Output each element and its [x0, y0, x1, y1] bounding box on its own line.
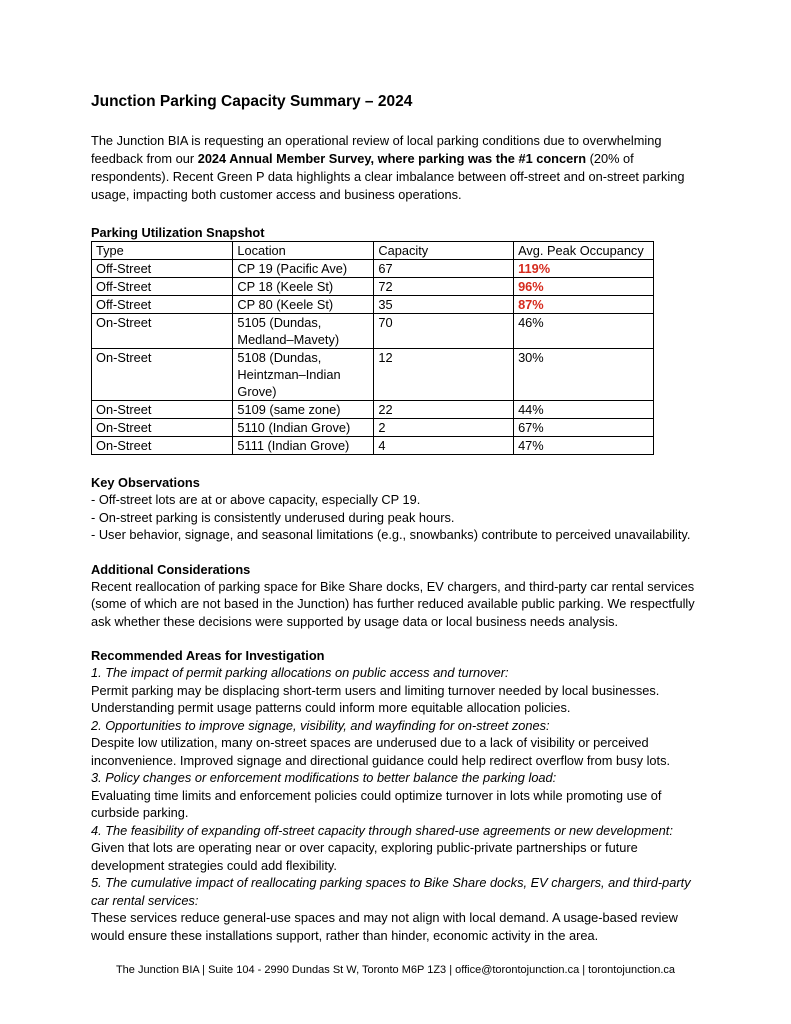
cell-capacity: 70	[374, 314, 514, 349]
intro-paragraph	[91, 132, 711, 204]
cell-capacity: 72	[374, 278, 514, 296]
cell-type: On-Street	[92, 314, 233, 349]
table-row	[92, 260, 654, 278]
table-row	[92, 296, 654, 314]
recommendation-answer: These services reduce general-use spaces and may not align with local demand. A usage-based review would ensure these installations support, rather than hinder, economic activity in the area.	[91, 910, 678, 943]
cell-capacity: 67	[374, 260, 514, 278]
cell-occupancy: 46%	[514, 314, 654, 349]
recommendation-question: 1. The impact of permit parking allocations on public access and turnover:	[91, 665, 509, 680]
cell-occupancy-highlight: 96%	[514, 278, 654, 296]
header-location: Location	[233, 242, 374, 260]
table-row	[92, 349, 654, 401]
table-row	[92, 314, 654, 349]
intro-text-2: (20% of respondents). Recent Green P data highlights a clear imbalance between off-street and on-street parking usage, impacting both customer access and business operations.	[91, 151, 685, 202]
intro-text-1: The Junction BIA is requesting an operational review of local parking conditions due to overwhelming feedback from our	[91, 133, 662, 166]
recommendation-answer: Despite low utilization, many on-street spaces are underused due to a lack of visibility or perceived inconvenience. Improved signage and directional guidance could help redirect overflow from busy lots.	[91, 735, 671, 768]
table-row	[92, 419, 654, 437]
recommendation-question: 3. Policy changes or enforcement modifications to better balance the parking load:	[91, 770, 557, 785]
page-footer: The Junction BIA | Suite 104 - 2990 Dundas St W, Toronto M6P 1Z3 | office@torontojunction.ca | torontojunction.ca	[115, 964, 676, 976]
cell-type: Off-Street	[92, 260, 233, 278]
cell-location: CP 80 (Keele St)	[233, 296, 374, 314]
cell-location: 5111 (Indian Grove)	[233, 437, 374, 455]
recommended-section	[91, 647, 711, 944]
table-title: Parking Utilization Snapshot	[91, 225, 265, 240]
parking-table	[91, 241, 654, 455]
cell-location: CP 19 (Pacific Ave)	[233, 260, 374, 278]
observation-item: - Off-street lots are at or above capacity, especially CP 19.	[91, 492, 421, 507]
cell-type: On-Street	[92, 419, 233, 437]
cell-occupancy: 30%	[514, 349, 654, 401]
cell-location: 5109 (same zone)	[233, 401, 374, 419]
intro-bold-text: 2024 Annual Member Survey, where parking was the #1 concern	[197, 151, 587, 166]
table-row	[92, 437, 654, 455]
cell-type: Off-Street	[92, 278, 233, 296]
cell-type: On-Street	[92, 401, 233, 419]
observations-title: Key Observations	[91, 475, 200, 490]
recommendation-question: 4. The feasibility of expanding off-street capacity through shared-use agreements or new development:	[91, 822, 673, 838]
table-row	[92, 401, 654, 419]
key-observations-section	[91, 474, 711, 544]
header-capacity: Capacity	[374, 242, 514, 260]
cell-capacity: 35	[374, 296, 514, 314]
recommendation-question: 5. The cumulative impact of reallocating parking spaces to Bike Share docks, EV chargers, and third-party car rental services:	[91, 875, 691, 908]
header-type: Type	[92, 242, 233, 260]
table-row	[92, 278, 654, 296]
cell-occupancy-highlight: 87%	[514, 296, 654, 314]
cell-capacity: 4	[374, 437, 514, 455]
header-occupancy: Avg. Peak Occupancy	[514, 242, 654, 260]
recommended-title: Recommended Areas for Investigation	[91, 648, 325, 663]
cell-type: On-Street	[92, 349, 233, 401]
cell-occupancy: 44%	[514, 401, 654, 419]
document-title: Junction Parking Capacity Summary – 2024	[91, 93, 413, 110]
cell-capacity: 22	[374, 401, 514, 419]
cell-location: 5105 (Dundas, Medland–Mavety)	[233, 314, 374, 349]
cell-location: 5110 (Indian Grove)	[233, 419, 374, 437]
cell-occupancy: 67%	[514, 419, 654, 437]
document-page	[91, 92, 711, 944]
cell-type: On-Street	[92, 437, 233, 455]
recommendation-question: 2. Opportunities to improve signage, visibility, and wayfinding for on-street zones:	[91, 717, 550, 733]
additional-title: Additional Considerations	[91, 561, 251, 577]
cell-capacity: 2	[374, 419, 514, 437]
cell-location: 5108 (Dundas, Heintzman–Indian Grove)	[233, 349, 374, 401]
recommendation-answer: Given that lots are operating near or over capacity, exploring public-private partnerships or future development strategies could add flexibility.	[91, 840, 638, 873]
recommendation-answer: Permit parking may be displacing short-term users and limiting turnover needed by local businesses. Understanding permit usage patterns could inform more equitable allocation policies.	[91, 682, 660, 715]
cell-occupancy-highlight: 119%	[514, 260, 654, 278]
recommendation-answer: Evaluating time limits and enforcement policies could optimize turnover in lots while promoting use of curbside parking.	[91, 787, 662, 820]
cell-type: Off-Street	[92, 296, 233, 314]
observation-item: - On-street parking is consistently underused during peak hours.	[91, 509, 455, 525]
additional-text: Recent reallocation of parking space for Bike Share docks, EV chargers, and third-party car rental services (some of which are not based in the Junction) has further reduced available public parking. We respectfully ask whether these decisions were supported by usage data or local business needs analysis.	[91, 578, 695, 629]
additional-considerations-section	[91, 561, 711, 631]
cell-occupancy: 47%	[514, 437, 654, 455]
cell-location: CP 18 (Keele St)	[233, 278, 374, 296]
table-header-row	[92, 242, 654, 260]
observation-item: - User behavior, signage, and seasonal limitations (e.g., snowbanks) contribute to perceived unavailability.	[91, 527, 691, 542]
cell-capacity: 12	[374, 349, 514, 401]
